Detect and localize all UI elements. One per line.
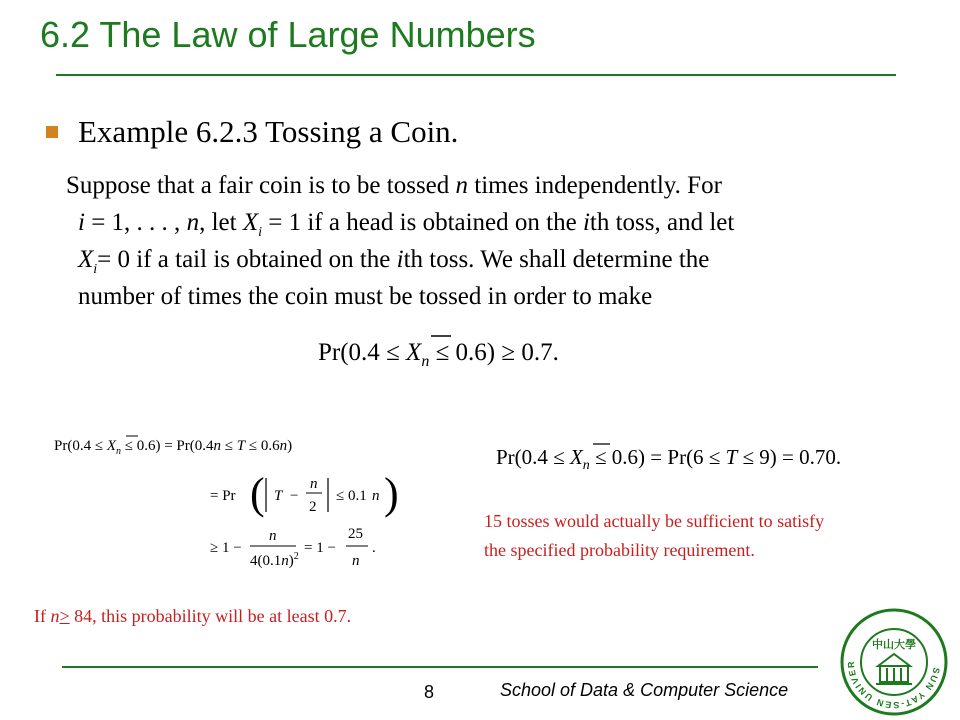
svg-text:25: 25 [348, 526, 363, 542]
svg-text:2: 2 [309, 499, 317, 515]
svg-text:中山大學: 中山大學 [872, 638, 916, 651]
bound-note: If n> 84, this probability will be at least 0.7. [34, 606, 352, 626]
footer-school-name: School of Data & Computer Science [500, 680, 789, 700]
page-number: 8 [424, 682, 435, 702]
svg-text:≥ 1 −: ≥ 1 − [210, 540, 242, 556]
svg-text:SUN YAT-SEN UNIVERSITY: SUN YAT-SEN UNIVERSITY [836, 600, 942, 711]
svg-text:n: n [372, 488, 380, 504]
svg-text:(: ( [250, 469, 265, 518]
paragraph-line-1: Suppose that a fair coin is to be tossed n times independently. For [66, 172, 722, 199]
main-formula [318, 330, 648, 376]
university-seal-logo [836, 600, 948, 716]
svg-text:−: − [290, 488, 299, 504]
paragraph-line-2: i = 1, . . . , n, let $X_i = 1$ if a head is obtained on the ith toss, and let [78, 209, 735, 240]
svg-text:Pr(0.4 ≤ Xn ≤ 0.6) = Pr(0.4n ≤: $Pr(0.4 \le X_n \le 0.6) = Pr(0.4n \le T \le 0.6n)$ [54, 438, 293, 457]
svg-text:n: n [352, 553, 360, 569]
paragraph-line-3: $X_i= 0$ if a tail is obtained on the ith toss. We shall determine the [78, 246, 710, 277]
svg-text:≤ 0.1: ≤ 0.1 [336, 488, 367, 504]
svg-text:T: T [274, 488, 283, 504]
slide-title: 6.2 The Law of Large Numbers [40, 14, 536, 55]
paragraph-line-4: number of times the coin must be tossed in order to make [78, 283, 653, 310]
svg-text:Pr(0.4 ≤ Xn ≤ 0.6) = Pr(6 ≤ T: $Pr(0.4 \le X_n \le 0.6) = Pr(6 \le T \le 9) = 0.70$. [496, 445, 842, 473]
derivation-block [54, 430, 434, 580]
svg-text:n: n [269, 528, 277, 544]
footer-divider [62, 666, 818, 668]
sufficient-note-line-1: 15 tosses would actually be sufficient to satisfy [484, 511, 825, 531]
exact-result-formula [496, 440, 926, 476]
title-divider [56, 74, 896, 76]
sufficient-note-line-2: the specified probability requirement. [484, 540, 755, 560]
example-heading: Example 6.2.3 Tossing a Coin. [78, 114, 459, 149]
svg-text:n: n [310, 476, 318, 492]
svg-text:): ) [384, 469, 399, 518]
svg-text:= Pr: = Pr [210, 488, 236, 504]
svg-text:.: . [372, 540, 376, 556]
bullet-square-icon [46, 126, 58, 138]
svg-text:4(0.1n)2: $4(0.1n)^2$ [250, 551, 299, 569]
svg-text:Pr(0.4 ≤ Xn ≤ 0.6) ≥ 0.7.: $Pr(0.4 \le X_n \le 0.6) \ge 0.7$. [318, 339, 559, 370]
svg-text:= 1 −: = 1 − [304, 540, 336, 556]
